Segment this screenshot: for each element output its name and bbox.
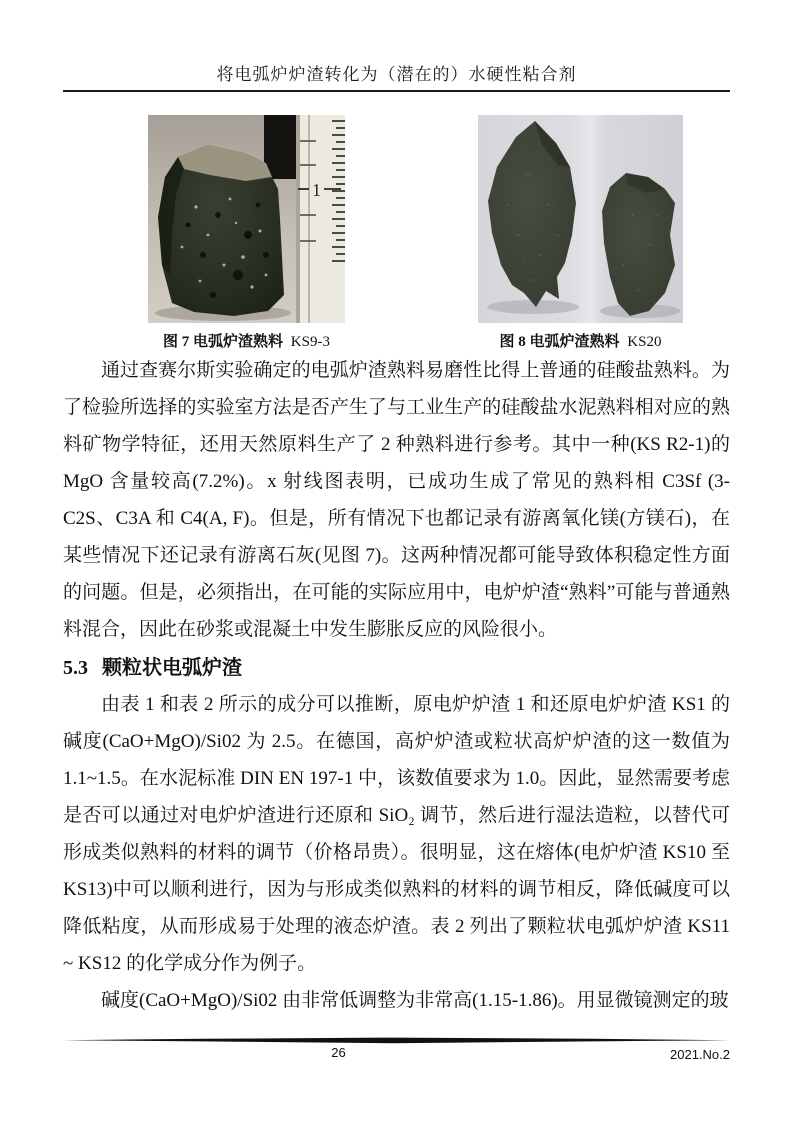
paragraph-1: 通过查赛尔斯实验确定的电弧炉渣熟料易磨性比得上普通的硅酸盐熟料。为了检验所选择的实验室方法是否产生了与工业生产的硅酸盐水泥熟料相对应的熟料矿物学特征，还用天然原料生产了 2 种熟料进行参考。其中一种(KS R2-1)的MgO 含量较高(7.2%)。x 射线图表明，已成功生成了常见的熟料相 C3Sf (3-C2S、C3A 和 C4(A, F)。但是，所有情况下也都记录有游离氧化镁(方镁石)，在某些情况下还记录有游离石灰(见图 7)。这两种情况都可能导致体积稳定性方面的问题。但是，必须指出，在可能的实际应用中，电炉炉渣“熟料”可能与普通熟料混合，因此在砂浆或混凝土中发生膨胀反应的风险很小。 — [63, 360, 730, 640]
figure-8-caption — [478, 330, 683, 351]
figure-7-caption — [148, 330, 345, 351]
figure-7 — [148, 115, 345, 351]
figures-row — [63, 115, 730, 360]
figure-7-caption-label: 图 7 电弧炉渣熟料 — [163, 334, 284, 350]
footer-row — [63, 1044, 730, 1064]
footer-rule — [63, 1037, 730, 1044]
figure-8 — [478, 115, 683, 351]
paragraph-2: 由表 1 和表 2 所示的成分可以推断，原电炉炉渣 1 和还原电炉炉渣 KS1 的碱度(CaO+MgO)/Si02 为 2.5。在德国，高炉炉渣或粒状高炉炉渣的这一数值为 1.1~1.5。在水泥标准 DIN EN 197-1 中，该数值要求为 1.0。因此，显然需要考虑是否可以通过对电炉炉渣进行还原和 SiO₂ 调节，然后进行湿法造粒，以替代可形成类似熟料的材料的调节（价格昂贵）。很明显，这在熔体(电炉炉渣 KS10 至 KS13)中可以顺利进行，因为与形成类似熟料的材料的调节相反，降低碱度可以降低粘度，从而形成易于处理的液态炉渣。表 2 列出了颗粒状电弧炉炉渣 KS11 ~ KS12 的化学成分作为例子。 — [63, 694, 730, 974]
slag-clinker-ks9-3-image — [148, 115, 345, 323]
figure-8-caption-code: KS20 — [627, 334, 662, 350]
figure-8-caption-label: 图 8 电弧炉渣熟料 — [499, 334, 620, 350]
section-title: 颗粒状电弧炉渣 — [102, 657, 242, 679]
header-rule — [63, 90, 730, 92]
page-header-title: 将电弧炉炉渣转化为（潜在的）水硬性粘合剂 — [216, 65, 577, 84]
figure-7-photo — [148, 115, 345, 323]
issue-label: 2021.No.2 — [670, 1047, 730, 1062]
paragraph-3: 碱度(CaO+MgO)/Si02 由非常低调整为非常高(1.15-1.86)。用显微镜测定的玻 — [101, 990, 729, 1011]
ruler — [296, 115, 345, 323]
figure-8-photo — [478, 115, 683, 323]
ruler-number: 1 — [312, 180, 321, 200]
page-footer — [63, 1037, 730, 1067]
section-heading-5-3 — [63, 650, 730, 686]
page-number: 26 — [331, 1045, 346, 1060]
slag-clinker-ks20-image — [478, 115, 683, 323]
photo-background-object — [264, 115, 298, 179]
document-body — [63, 352, 730, 1019]
section-number: 5.3 — [63, 657, 88, 679]
figure-7-caption-code: KS9-3 — [290, 334, 330, 350]
